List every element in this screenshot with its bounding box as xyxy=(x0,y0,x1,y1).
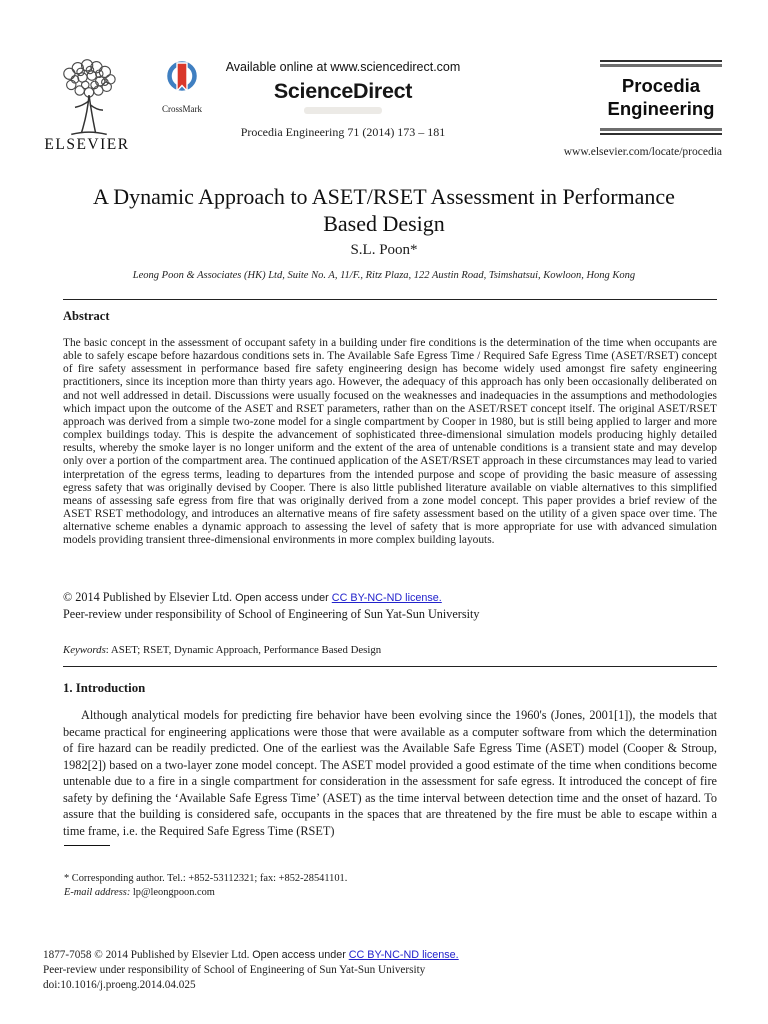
header-center xyxy=(143,60,543,140)
cc-license-link[interactable]: CC BY-NC-ND license. xyxy=(331,592,442,604)
keywords-values: : ASET; RSET, Dynamic Approach, Performance Based Design xyxy=(105,644,382,656)
copyright-text: © 2014 Published by Elsevier Ltd. xyxy=(63,590,233,604)
author-name: S.L. Poon* xyxy=(350,242,418,258)
journal-url-link[interactable]: www.elsevier.com/locate/procedia xyxy=(563,146,722,158)
open-access-text: Open access under xyxy=(235,592,329,604)
journal-name-line2: Engineering xyxy=(607,98,715,119)
author-affiliation: Leong Poon & Associates (HK) Ltd, Suite No. A, 11/F., Ritz Plaza, 122 Austin Road, Tsimshatsui, Kowloon, Hong Kong xyxy=(132,270,636,281)
section-heading-introduction: 1. Introduction xyxy=(63,681,146,695)
footer-block xyxy=(43,948,723,994)
email-label: E-mail address: xyxy=(64,886,131,898)
footer-peer-review-text: Peer-review under responsibility of School of Engineering of Sun Yat-Sun University xyxy=(43,964,426,977)
keywords-label: Keywords xyxy=(63,644,106,656)
available-online-text: Available online at www.sciencedirect.com xyxy=(225,60,461,74)
elsevier-tree-icon xyxy=(46,56,132,145)
sciencedirect-logo-accent xyxy=(304,107,382,114)
elsevier-logo: ELSEVIER xyxy=(44,136,130,153)
peer-review-text: Peer-review under responsibility of School of Engineering of Sun Yat-Sun University xyxy=(63,606,480,621)
crossmark-label: CrossMark xyxy=(162,104,202,114)
footnote-block xyxy=(64,872,347,899)
copyright-block xyxy=(63,590,717,622)
title-line1: A Dynamic Approach to ASET/RSET Assessment in Performance xyxy=(93,184,675,209)
footer-open-access-text: Open access under xyxy=(252,949,346,961)
title-line2: Based Design xyxy=(323,211,445,236)
abstract-heading: Abstract xyxy=(63,309,110,323)
journal-citation: Procedia Engineering 71 (2014) 173 – 181 xyxy=(240,125,446,139)
abstract-text: The basic concept in the assessment of occupant safety in a building under fire conditions is the determination of the time when occupants are able to safely escape before hazardous conditions sets in. The Available Safe Egress Time / Required Safe Egress Time (ASET/RSET) concept of fire safety assessment in performance based fire safety engineering design has become widely used amongst fire safety engineering practitioners, since its inception more than thirty years ago. However, the adequacy of this approach has only been occasionally deliberated on and not well addressed in detail. Discussions were usually focused on the weaknesses and inadequacies in the assumptions and methodologies which impact upon the outcome of the ASET and RSET parameters, rather than on the ASET/RSET concept itself. The original ASET/RSET approach was derived from a simple two-zone model for a single compartment by Cooper in 1980, but is still being applied to larger and more complex buildings today. This is despite the advancement of sophisticated three-dimensional simulation models producing highly detailed results, whereby the smoke layer is no longer uniform and the extent of the area of untenable conditions is a transient state and may develop only over a portion of the compartment area. The continued application of the ASET/RSET approach in these circumstances may lead to varied interpretation of the egress terms, leading to departures from the intended purpose and scope of providing the basic measure of assessing egress safety that was originally devised by Cooper. There is also little published literature available on viable alternatives to this simplified means of assessing safe egress from fire that was originally derived from a zone model concept. This paper provides a brief review of the ASET RSET methodology, and introduces an alternative means of fire safety assessment based on the utility of a given space over time. The alternative scheme enables a dynamic approach to assessing the level of safety that is more appropriate for use with advanced simulation models providing transient three-dimensional environments in more complex building layouts. xyxy=(63,337,717,547)
divider-below-keywords xyxy=(63,666,717,667)
corresponding-author-note: * Corresponding author. Tel.: +852-53112321; fax: +852-28541101. xyxy=(64,873,348,884)
journal-name xyxy=(600,67,722,128)
doi-text: doi:10.1016/j.proeng.2014.04.025 xyxy=(43,979,196,992)
divider-above-abstract xyxy=(63,299,717,300)
sciencedirect-logo: ScienceDirect xyxy=(273,79,413,103)
journal-name-line1: Procedia xyxy=(621,75,701,96)
footnote-divider xyxy=(64,845,110,846)
page-title xyxy=(0,183,768,237)
footer-cc-license-link[interactable]: CC BY-NC-ND license. xyxy=(348,949,459,961)
title-block xyxy=(0,183,768,281)
email-address: lp@leongpoon.com xyxy=(132,886,215,898)
introduction-paragraph: Although analytical models for predicting fire behavior have been evolving since the 1960's (Jones, 2001[1]), the models that became practical for engineering applications were those that were available as a computer software from which the determination of fire hazard can be readily predicted. One of the earliest was the Available Safe Egress Time (ASET) model (Cooper & Stroup, 1982[2]) based on a two-layer zone model concept. The ASET model provided a good estimate of the time when conditions become untenable due to a fire in a single compartment for consideration in the assessment for safe egress. It introduced the concept of fire safety by defining the ‘Available Safe Egress Time’ (ASET) as the time interval between detection time and the onset of hazard. To assure that the building is considered safe, occupants in the spaces that are threatened by the fire must be able to escape within a time frame, i.e. the Required Safe Egress Time (RSET) xyxy=(63,708,717,838)
issn-copyright-text: 1877-7058 © 2014 Published by Elsevier Ltd. xyxy=(43,949,250,961)
journal-banner xyxy=(600,60,722,135)
banner-rule-bottom-thick xyxy=(600,133,722,135)
keywords-line xyxy=(63,644,717,656)
